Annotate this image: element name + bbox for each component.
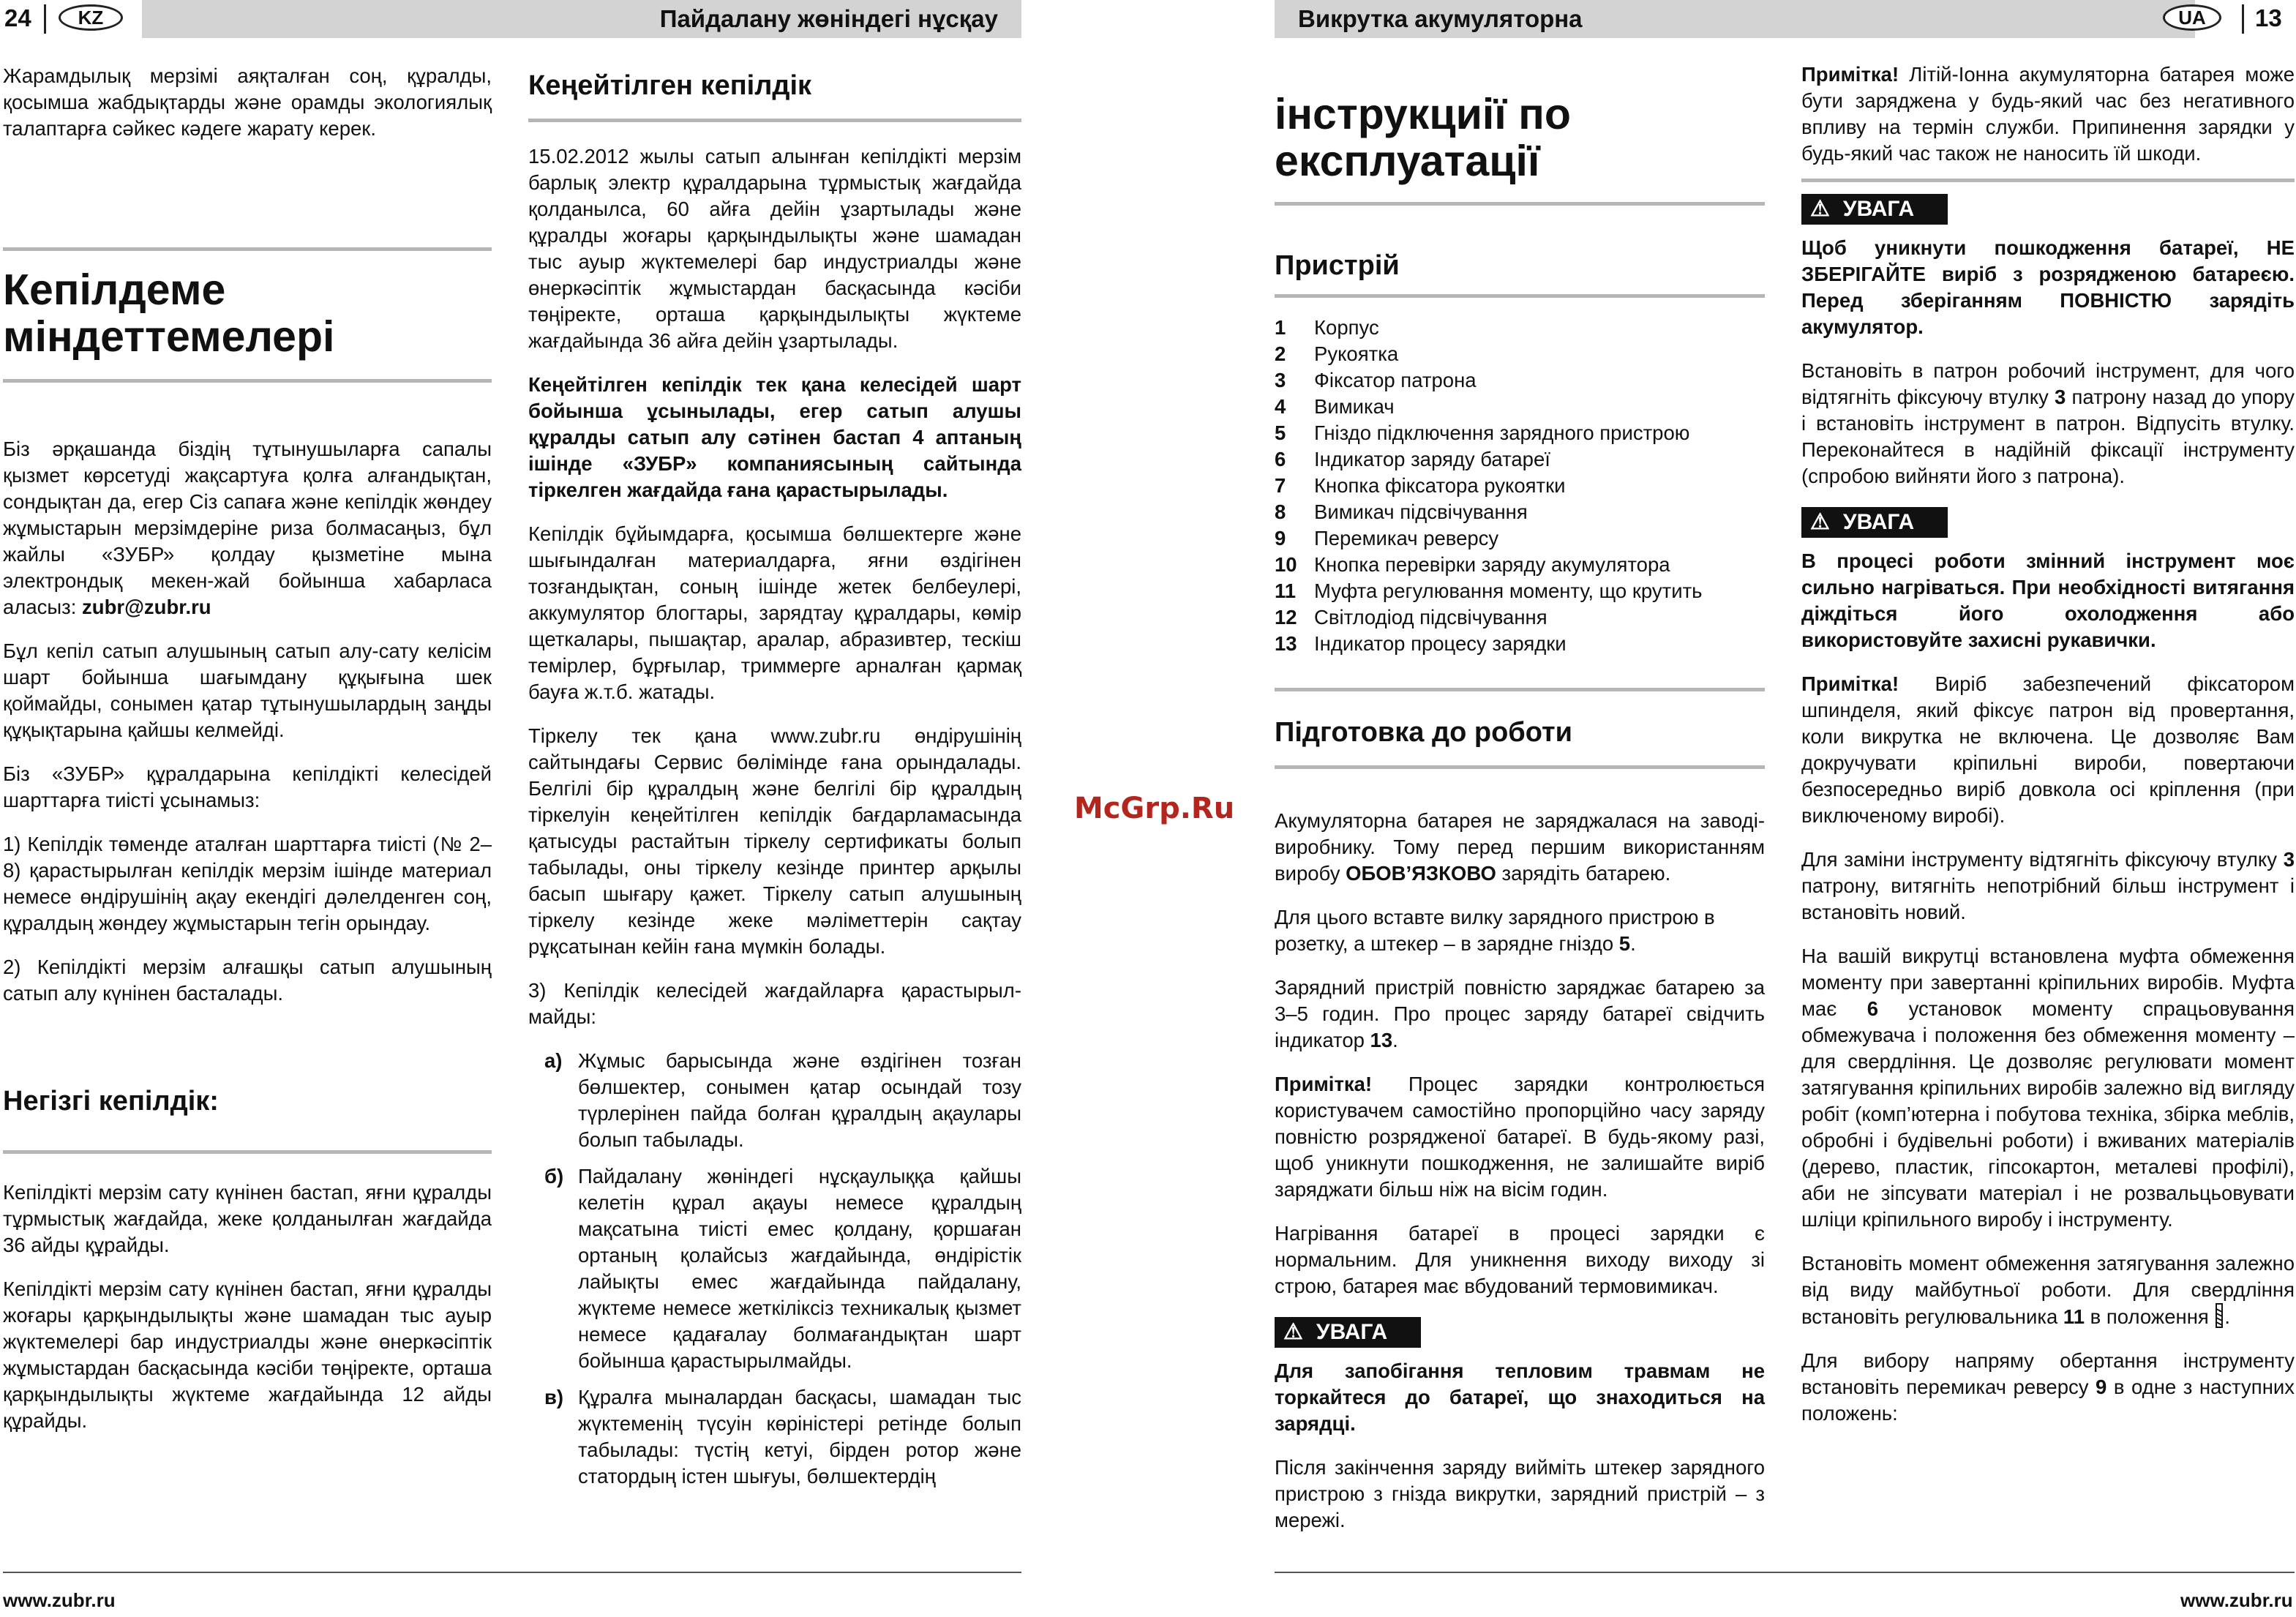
note-label: Примітка!: [1275, 1073, 1373, 1095]
paragraph: Кепілдікті мерзім сату күнінен бастап, яғни құралды жоғары қарқындылықты және шамадан тыс ауыр жүктемелері бар индустриалды және өнеркәсіптік жұмыстардан басқасында кәсіби төңіректе, орташа қарқындылықты жүктеме жағдайында 12 айды құрайды.: [3, 1278, 492, 1432]
warning-icon: ⚠: [1810, 510, 1830, 534]
list-item: [1275, 446, 1765, 473]
warning-badge: [1801, 194, 1948, 225]
text: Для вибору напряму обертання інструменту встановіть перемикач реверсу: [1801, 1349, 2295, 1398]
list-item-key: б): [544, 1165, 564, 1188]
basic-warranty-title: Негізгі кепілдік:: [3, 1086, 219, 1117]
left-header-bar: [142, 0, 1021, 38]
part-label: Перемикач реверсу: [1314, 527, 1499, 549]
paragraph: [1801, 1250, 2295, 1330]
list-item: [1275, 420, 1765, 446]
list-item: [1275, 394, 1765, 420]
list-item: [544, 1048, 1021, 1153]
text: Зарядний пристрій повністю заряджає батарею за 3–5 годин. Про процес заряду батареї свідчить індикатор: [1275, 976, 1765, 1051]
warranty-title: Кепілдеме міндеттемелері: [3, 266, 335, 361]
left-column-2: [528, 143, 1021, 1500]
part-label: Кнопка фіксатора рукоятки: [1314, 474, 1566, 497]
paragraph: [1801, 847, 2295, 926]
paragraph: Після закінчення заряду вийміть штекер зарядного пристрою з гнізда викрутки, зарядний пристрій – з мережі.: [1275, 1456, 1765, 1531]
warning-label: УВАГА: [1842, 510, 1915, 534]
warning-label: УВАГА: [1316, 1320, 1388, 1344]
right-header-title: Викрутка акумуляторна: [1298, 5, 1583, 32]
list-item: [1275, 499, 1765, 525]
part-label: Вимикач підсвічування: [1314, 500, 1528, 523]
paragraph: [1801, 61, 2295, 167]
left-column-1: [3, 63, 492, 160]
preparation-body: [1275, 808, 1765, 1551]
paragraph: Нагрівання батареї в процесі зарядки є нормальним. Для уникнення виходу виходу зі строю, батарея має вбудований термовимикач.: [1275, 1222, 1765, 1297]
text-bold: 13: [1370, 1029, 1393, 1051]
text-bold: 9: [2096, 1376, 2107, 1398]
part-number: 5: [1275, 421, 1286, 444]
rule: [3, 379, 492, 383]
list-item: [544, 1163, 1021, 1374]
rule: [1275, 294, 1765, 298]
text-bold: 3: [2055, 386, 2066, 408]
part-label: Корпус: [1314, 316, 1379, 339]
left-page-number: 24: [4, 4, 31, 31]
right-page-number: 13: [2255, 4, 2282, 31]
extended-warranty-title: Кеңейтілген кепілдік: [528, 70, 812, 101]
text: зарядіть батарею.: [1496, 862, 1671, 885]
warning-text: Щоб уникнути пошкодження батареї, НЕ ЗБЕРІГАЙТЕ виріб з розрядженою батареєю. Перед зберіганням ПОВНІСТЮ зарядіть акумулятор.: [1801, 236, 2295, 338]
list-item: [1275, 525, 1765, 552]
text: Для заміни інструменту відтягніть фіксуючу втулку: [1801, 848, 2284, 871]
text: .: [1392, 1029, 1398, 1051]
paragraph: [1801, 671, 2295, 829]
warning-badge: [1275, 1317, 1421, 1348]
part-label: Фіксатор патрона: [1314, 369, 1477, 391]
list-item: [1275, 631, 1765, 657]
paragraph: 15.02.2012 жылы сатып алынған кепілдікті мерзім барлық электр құралдарына тұрмыстық жағдайда қолданылса, 60 айға дейін ұзартылады және құралды жоғары қарқындылықты және шамадан тыс ауыр жүктемелері бар индустриалды және өнеркәсіптік жұмыстардан басқасында кәсіби төңіректе, орташа қарқындылықты жүктеме жағдайында 36 айға дейін ұзартылады.: [528, 145, 1021, 352]
list-item: [1275, 552, 1765, 578]
right-column-2: [1801, 61, 2295, 1444]
left-header-divider: [44, 4, 46, 34]
text-bold: 3: [2283, 848, 2295, 871]
warning-text: Для запобігання тепловим травмам не торкайтеся до батареї, що знаходиться на зарядці.: [1275, 1359, 1765, 1435]
device-title: Пристрій: [1275, 250, 1400, 281]
warning-badge: [1801, 507, 1948, 538]
part-number: 4: [1275, 395, 1286, 418]
paragraph: Кепілдік бұйымдарға, қосымша бөлшектерге және шығындалған материалдарға, яғни өздігінен тозғандықтан, соның ішінде жетек белбеулері, аккумулятор блогтары, зарядтау құралдары, көмір щеткалары, пышақтар, аралар, абразивтер, тескіш темірлер, бұрғылар, триммерге арналған қармақ бауға ж.т.б. жатады.: [528, 522, 1021, 703]
part-number: 12: [1275, 606, 1297, 629]
warning-text: В процесі роботи змінний інструмент моє сильно нагріваться. При необхідності витягання діждіться його охолодження або використовуйте захисні рукавички.: [1801, 549, 2295, 651]
paragraph: [1801, 1348, 2295, 1427]
text-bold: 6: [1867, 997, 1879, 1020]
note-label: Примітка!: [1801, 63, 1899, 86]
left-footer-url[interactable]: www.zubr.ru: [3, 1589, 116, 1611]
part-number: 9: [1275, 527, 1286, 549]
part-label: Індикатор заряду батареї: [1314, 448, 1550, 470]
part-number: 11: [1275, 579, 1297, 602]
warning-icon: ⚠: [1283, 1320, 1303, 1344]
instructions-title: інструкциії по експлуатації: [1275, 90, 1571, 185]
list-item: [1275, 604, 1765, 631]
left-lang-badge: KZ: [59, 4, 123, 31]
list-item: [1275, 315, 1765, 341]
text: Процес зарядки контролюється користувачем самостійно пропорційно часу заряду повністю розрядженої батареї. В будь-якому разі, щоб уникнути пошкодження, не залишайте виріб заряджати більш ніж на вісім годин.: [1275, 1073, 1765, 1201]
paragraph: [1801, 358, 2295, 489]
list-item: [1275, 367, 1765, 394]
text: Виріб забезпечений фіксатором шпинделя, який фіксує патрон від провертання, коли викрутка не включена. Це дозволяє Вам докручувати кріпильні вироби, повертаючи безпосередньо виріб довкола осі кріплення (при виключеному виробі).: [1801, 672, 2295, 827]
list-item: [1275, 578, 1765, 604]
text-bold: ОБОВ’ЯЗКОВО: [1346, 862, 1496, 885]
text: в положення: [2085, 1305, 2215, 1328]
watermark: McGrp.Ru: [1074, 792, 1235, 825]
list-item-text: Құралға мыналардан басқасы, шамадан тыс жүктеменің түсуін көріністері ретінде болып табылады: түстің кетуі, бірден ротор және статордың істен шығуы, бөлшектердің: [578, 1386, 1021, 1487]
part-label: Муфта регулювання моменту, що крутить: [1314, 579, 1703, 602]
p1-text: Біз әрқашанда біздің тұтынушыларға сапалы қызмет көрсетуді жақсартуға қолға алғандықтан, сондықтан да, егер Сіз сапаға және кепілдік жөндеу жұмыстарын мерзімдеріне риза болмасаңыз, бұл жайлы «ЗУБР» қолдау қызметіне мына электрондық мекен-жай бойынша хабарласа аласыз:: [3, 438, 492, 618]
part-label: Рукоятка: [1314, 342, 1399, 365]
part-number: 10: [1275, 553, 1297, 576]
paragraph: 2) Кепілдікті мерзім алғашқы сатып алушының сатып алу күнінен басталады.: [3, 956, 492, 1005]
list-item-text: Жұмыс барысында және өздігінен тозған бөлшектер, сонымен қатар осындай тозу түрлерінен пайда болған құралдың ақаулары болып табылады.: [578, 1049, 1021, 1151]
text: Встановіть в патрон робочий інструмент, для чого відтягніть фіксуючу втулку: [1801, 359, 2295, 408]
text: Літій-Іонна акумуляторна батарея може бути заряджена у будь-який час без негативного впливу на термін служби. Припинення зарядки у будь-який час також не наносить їй шкоди.: [1801, 63, 2295, 165]
rule: [1275, 202, 1765, 206]
text: установок моменту спрацьовування обмежувача і положення без обмеження моменту – для свердління. Це дозволяє регулювати момент затягування кріпильних виробів залежно від вигляду робіт (комп’ютерна і побутова техніка, збірка меблів, обробні і будівельні роботи) і вживаних матеріалів (дерево, пластик, гіпсокартон, металеві профілі), аби не зіпсувати матеріал і не розвальцьовувати шліци кріпильного виробу і інструменту.: [1801, 997, 2295, 1231]
part-label: Кнопка перевірки заряду акумулятора: [1314, 553, 1670, 576]
rule: [1801, 179, 2295, 182]
paragraph: Кепілдікті мерзім сату күнінен бастап, яғни құралды тұрмыстық жағдайда, жеке қолданылған жағдайда 36 айды құрайды.: [3, 1181, 492, 1256]
right-header-divider: [2242, 4, 2244, 34]
right-header-bar: [1275, 0, 2195, 38]
text: .: [1630, 932, 1636, 955]
part-number: 6: [1275, 448, 1286, 470]
rule: [3, 1150, 492, 1154]
paragraph: [1275, 904, 1765, 957]
text-bold: 5: [1618, 932, 1631, 955]
parts-list: [1275, 315, 1765, 657]
part-number: 3: [1275, 369, 1286, 391]
exclusions-list: [528, 1048, 1021, 1490]
basic-warranty-body: [3, 1179, 492, 1452]
list-item: [544, 1384, 1021, 1490]
footer-rule: [1275, 1572, 2295, 1573]
text: На вашій викрутці встановлена муфта обмеження моменту при завертанні кріпильних виробів. Муфта має: [1801, 945, 2295, 1020]
drill-bit-icon: [2214, 1303, 2224, 1328]
right-footer-url[interactable]: www.zubr.ru: [2180, 1589, 2293, 1611]
list-item: [1275, 341, 1765, 367]
part-number: 8: [1275, 500, 1286, 523]
paragraph: 1) Кепілдік төменде аталған шарттарға тиісті (№ 2–8) қарастырылған кепілдік мерзім ішінде материал немесе өндірушінің ақау екендігі дәлелденген соң, құралдың жөндеу жұмыстарын тегін орындау.: [3, 833, 492, 934]
paragraph: Бұл кепіл сатып алушының сатып алу-сату келісім шарт бойынша шағымдану құқығына шек қоймайды, сонымен қатар тұтынушылардың заңды құқықтарына қайшы келмейді.: [3, 639, 492, 741]
paragraph: [1275, 975, 1765, 1054]
paragraph: [1275, 1071, 1765, 1203]
text: .: [2224, 1305, 2231, 1328]
warning-icon: ⚠: [1810, 197, 1830, 221]
paragraph: [1275, 808, 1765, 887]
text: Акумуляторна батарея не заряджалася на заводі-виробнику. Тому перед першим використанням виробу: [1275, 809, 1765, 885]
part-number: 2: [1275, 342, 1286, 365]
support-email-link[interactable]: zubr@zubr.ru: [82, 596, 211, 618]
rule: [1275, 765, 1765, 769]
text: в одне з наступних положень:: [1801, 1376, 2295, 1425]
part-label: Світлодіод підсвічування: [1314, 606, 1547, 629]
right-lang-badge: UA: [2163, 4, 2221, 31]
part-label: Вимикач: [1314, 395, 1395, 418]
paragraph: Тіркелу тек қана www.zubr.ru өндірушінің сайтындағы Сервис бөлімінде ғана орындалады. Белгілі бір құралдың және белгілі бір құралдың тіркелуін кеңейтілген кепілдік бағдарламасында қатысуды растайтын тіркелу сертификаты болып табылады, оны тіркелу кезінде принтер арқылы басып шығару қажет. Тіркелу сатып алушының тіркелу кезінде жеке мәліметтерін сақтау рұқсатынан кейін ғана мүмкін болады.: [528, 724, 1021, 958]
text: Встановіть момент обмеження затягування залежно від виду майбутньої роботи. Для свердління встановіть регулювальника: [1801, 1252, 2295, 1328]
warranty-body: [3, 436, 492, 1024]
footer-rule: [3, 1572, 1021, 1573]
text: Для цього вставте вилку зарядного пристрою в розетку, а штекер – в зарядне гніздо: [1275, 906, 1715, 955]
part-label: Гніздо підключення зарядного пристрою: [1314, 421, 1690, 444]
rule: [3, 247, 492, 251]
paragraph: [3, 436, 492, 620]
list-item: [1275, 473, 1765, 499]
list-item-text: Пайдалану жөніндегі нұсқаулыққа қайшы келетін құрал ақауы немесе құралдың мақсатына тиісті емес қолдану, қоршаған ортаның қолайсыз жағдайында, өндірістік лайықты емес жағдайында пайдалану, жүктеме немесе жеткіліксіз техникалық қызмет немесе қадағалау болмағандықтан шарт бойынша қарастырылмайды.: [578, 1165, 1021, 1372]
rule: [1275, 688, 1765, 691]
intro-paragraph: Жарамдылық мерзімі аяқталған соң, құралды, қосымша жабдықтарды және орамды экологиялық талаптарға сәйкес кәдеге жарату керек.: [3, 64, 492, 140]
part-number: 7: [1275, 474, 1286, 497]
text: патрону назад до упору і встановіть інструмент в патрон. Відпусіть втулку. Переконайтеся в надійній фіксації інструменту (спробою вийняти його з патрона).: [1801, 386, 2295, 487]
part-number: 13: [1275, 632, 1297, 655]
list-item-key: а): [544, 1049, 563, 1072]
left-header-title: Пайдалану жөніндегі нұсқау: [659, 5, 998, 32]
paragraph: 3) Кепілдік келесідей жағдайларға қарастырыл-майды:: [528, 979, 1021, 1028]
paragraph: Біз «ЗУБР» құралдарына кепілдікті келесідей шарттарға тиісті ұсынамыз:: [3, 762, 492, 811]
part-label: Індикатор процесу зарядки: [1314, 632, 1567, 655]
paragraph: [1801, 943, 2295, 1233]
warning-label: УВАГА: [1842, 197, 1915, 221]
note-label: Примітка!: [1801, 672, 1899, 695]
preparation-title: Підготовка до роботи: [1275, 717, 1572, 748]
part-number: 1: [1275, 316, 1286, 339]
list-item-key: в): [544, 1386, 564, 1408]
paragraph: Кеңейтілген кепілдік тек қана келесідей шарт бойынша ұсынылады, егер сатып алушы құралды сатып алу сәтінен бастап 4 аптаның ішінде «ЗУБР» компаниясының сайтында тіркелген жағдайда ғана қарастырылады.: [528, 373, 1021, 501]
rule: [528, 119, 1021, 122]
text: патрону, витягніть непотрібний більш інструмент і встановіть новий.: [1801, 874, 2295, 923]
text-bold: 11: [2063, 1305, 2085, 1328]
